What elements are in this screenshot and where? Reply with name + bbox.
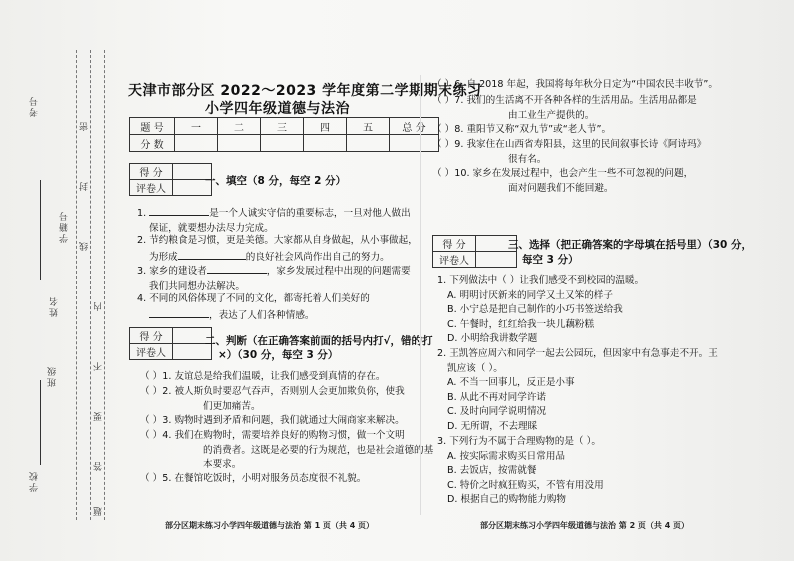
choice-question-2 <box>437 347 718 434</box>
q4-text: 4. 不同的风俗体现了不同的文化，都寄托着人们美好的 <box>137 293 370 304</box>
judge-item-text: （ ）7. 我们的生活离不开各种各样的生活用品。生活用品都是 <box>432 95 697 106</box>
school-label: 学校 <box>30 470 40 492</box>
score-table <box>129 117 439 152</box>
score-header-cell: 总 分 <box>390 118 439 135</box>
school-line <box>40 380 41 465</box>
choice-option: D. 根据自己的购物能力购物 <box>447 494 567 505</box>
seal-char: 要 <box>94 410 104 421</box>
fill-question-2 <box>137 234 418 265</box>
score-header-cell: 一 <box>175 118 218 135</box>
score-cell[interactable] <box>218 135 261 152</box>
seal-char: 封 <box>80 180 90 191</box>
name-line <box>40 180 41 280</box>
q2-text-b: 为形成 <box>149 251 178 263</box>
score-header-cell: 二 <box>218 118 261 135</box>
choice-option: C. 午餐时，红红给我一块儿藕粉糕 <box>447 318 595 330</box>
q3-text-c: 我们共同想办法解决。 <box>149 280 245 292</box>
grader-box <box>129 163 212 196</box>
choice-option: B. 从此不再对同学许诺 <box>447 391 547 403</box>
choice-stem: 3. 下列行为不属于合理购物的是（ ）。 <box>437 436 601 447</box>
grader-score-label: 得 分 <box>130 164 173 180</box>
choice-option: C. 及时向同学说明情况 <box>447 406 547 417</box>
judge-item-4 <box>140 429 433 473</box>
section2-heading-cont: ×）（30 分，每空 3 分） <box>218 349 339 361</box>
student-id-label: 学籍号 <box>60 210 70 243</box>
judge-item-6 <box>432 78 718 93</box>
seal-char: 题 <box>94 505 104 516</box>
q3-blank[interactable] <box>207 263 267 274</box>
grader-box <box>432 235 517 268</box>
choice-option: B. 去饭店，按需就餐 <box>447 465 537 476</box>
binding-dashed-line <box>76 50 77 520</box>
grader-box <box>129 327 212 360</box>
judge-item-text: （ ）6. 自 2018 年起，我国将每年秋分日定为“中国农民丰收节”。 <box>432 79 718 90</box>
judge-item-text-cont: 很有名。 <box>508 153 547 165</box>
seal-char: 密 <box>80 120 90 131</box>
score-cell[interactable] <box>347 135 390 152</box>
fill-question-4 <box>137 292 370 323</box>
judge-item-5 <box>140 472 366 487</box>
binding-margin <box>18 50 113 520</box>
section1-heading: 一、填空（8 分，每空 2 分） <box>205 175 347 187</box>
score-cell[interactable] <box>175 135 218 152</box>
judge-item-text: （ ）1. 友谊总是给我们温暖，让我们感受到真情的存在。 <box>140 371 386 382</box>
judge-item-8 <box>432 123 611 138</box>
choice-stem-cont: 凯应该（ ）。 <box>447 362 503 374</box>
grader-score-label: 得 分 <box>433 236 476 252</box>
judge-item-2 <box>140 385 405 414</box>
score-header-cell: 五 <box>347 118 390 135</box>
judge-item-7 <box>432 94 697 123</box>
page-divider <box>420 75 421 515</box>
seal-char: 不 <box>94 360 104 371</box>
grader-score-label: 得 分 <box>130 328 173 344</box>
class-label: 班级 <box>48 365 58 387</box>
choice-option: B. 小宁总是把自己制作的小巧书签送给我 <box>447 304 623 315</box>
choice-stem: 1. 下列做法中（ ）让我们感受不到校园的温暖。 <box>437 275 645 286</box>
judge-item-text-cont: 面对问题我们不能回避。 <box>508 182 614 194</box>
q1-text-cont: 保证，就要想办法尽力完成。 <box>149 222 274 234</box>
judge-item-1 <box>140 370 386 385</box>
judge-item-text-cont: 们更加痛苦。 <box>203 400 261 412</box>
judge-item-text-cont: 本要求。 <box>203 459 242 470</box>
score-header-cell: 题 号 <box>130 118 175 135</box>
choice-option: D. 小明给我讲数学题 <box>447 333 538 344</box>
exam-number-label: 考号 <box>30 95 40 117</box>
judge-item-text: （ ）8. 重阳节又称“双九节”或“老人节”。 <box>432 124 612 135</box>
exam-subtitle: 小学四年级道德与法治 <box>205 101 350 117</box>
binding-dashed-line <box>104 50 105 520</box>
q2-text: 2. 节约粮食是习惯，更是美德。大家都从自身做起，从小事做起， <box>137 235 418 246</box>
choice-option: C. 特价之时疯狂购买，不管有用没用 <box>447 479 604 491</box>
fill-question-1 <box>137 205 411 236</box>
judge-item-10 <box>432 167 693 196</box>
score-row-label: 分 数 <box>130 135 175 152</box>
judge-item-text: （ ）4. 我们在购物时，需要培养良好的购物习惯，做一个文明 <box>140 430 405 441</box>
q2-blank[interactable] <box>178 249 246 260</box>
choice-option: A. 不当一回事儿，反正是小事 <box>447 377 575 388</box>
score-header-cell: 三 <box>261 118 304 135</box>
judge-item-text: （ ）9. 我家住在山西省寿阳县，这里的民间叙事长诗《阿诗玛》 <box>432 139 707 150</box>
q4-text-b: ，表达了人们各种情感。 <box>209 309 315 321</box>
section3-heading: 三、选择（把正确答案的字母填在括号里）（30 分， <box>508 239 753 251</box>
choice-question-3 <box>437 435 604 508</box>
choice-option: A. 按实际需求购买日常用品 <box>447 450 566 462</box>
choice-option: D. 无所谓，不去理睬 <box>447 420 538 432</box>
page2-footer: 部分区期末练习小学四年级道德与法治 第 2 页（共 4 页） <box>480 521 690 530</box>
score-header-cell: 四 <box>304 118 347 135</box>
grader-reviewer-label: 评卷人 <box>433 252 476 268</box>
section3-heading-cont: 每空 3 分） <box>522 254 579 266</box>
q4-blank[interactable] <box>149 307 209 318</box>
choice-stem: 2. 王凯答应周六和同学一起去公园玩，但因家中有急事走不开。王 <box>437 348 718 359</box>
q1-blank[interactable] <box>149 205 209 216</box>
grader-reviewer-cell[interactable] <box>476 252 517 268</box>
seal-char: 线 <box>80 240 90 251</box>
seal-char: 答 <box>94 460 104 471</box>
q1-text: 是一个人诚实守信的重要标志，一旦对他人做出 <box>209 208 411 219</box>
score-cell[interactable] <box>304 135 347 152</box>
name-label: 姓名 <box>50 295 60 317</box>
judge-item-9 <box>432 138 706 167</box>
choice-option: A. 明明讨厌新来的同学又土又笨的样子 <box>447 289 613 301</box>
exam-title: 天津市部分区 2022～2023 学年度第二学期期末练习 <box>128 83 482 99</box>
q3-text: 3. 家乡的建设者 <box>137 266 207 277</box>
section2-heading: 二、判断（在正确答案前面的括号内打√，错的打 <box>205 335 433 347</box>
q2-text-c: 的良好社会风尚作出自己的努力。 <box>245 251 390 263</box>
q1-number: 1. <box>137 208 147 219</box>
judge-item-text-cont: 由工业生产提供的。 <box>508 109 595 121</box>
judge-item-text: （ ）2. 被人斯负时要忍气吞声，否则别人会更加欺负你，使我 <box>140 386 405 397</box>
page1-footer: 部分区期末练习小学四年级道德与法治 第 1 页（共 4 页） <box>165 521 375 530</box>
judge-item-text: （ ）5. 在餐馆吃饭时，小明对服务员态度很不礼貌。 <box>140 473 367 484</box>
grader-reviewer-label: 评卷人 <box>130 180 173 196</box>
fill-question-3 <box>137 263 411 294</box>
q3-text-b: ，家乡发展过程中出现的问题需要 <box>266 266 411 277</box>
choice-question-1 <box>437 274 644 347</box>
judge-item-text: （ ）3. 购物时遇到矛盾和问题，我们就通过大闹商家来解决。 <box>140 415 405 426</box>
judge-item-3 <box>140 414 405 429</box>
grader-reviewer-label: 评卷人 <box>130 344 173 360</box>
seal-char: 内 <box>94 300 104 311</box>
judge-item-text-cont: 的消费者。这既是必要的行为规范，也是社会道德的基 <box>203 444 434 456</box>
score-cell[interactable] <box>261 135 304 152</box>
judge-item-text: （ ）10. 家乡在发展过程中，也会产生一些不可忽视的问题， <box>432 168 694 179</box>
